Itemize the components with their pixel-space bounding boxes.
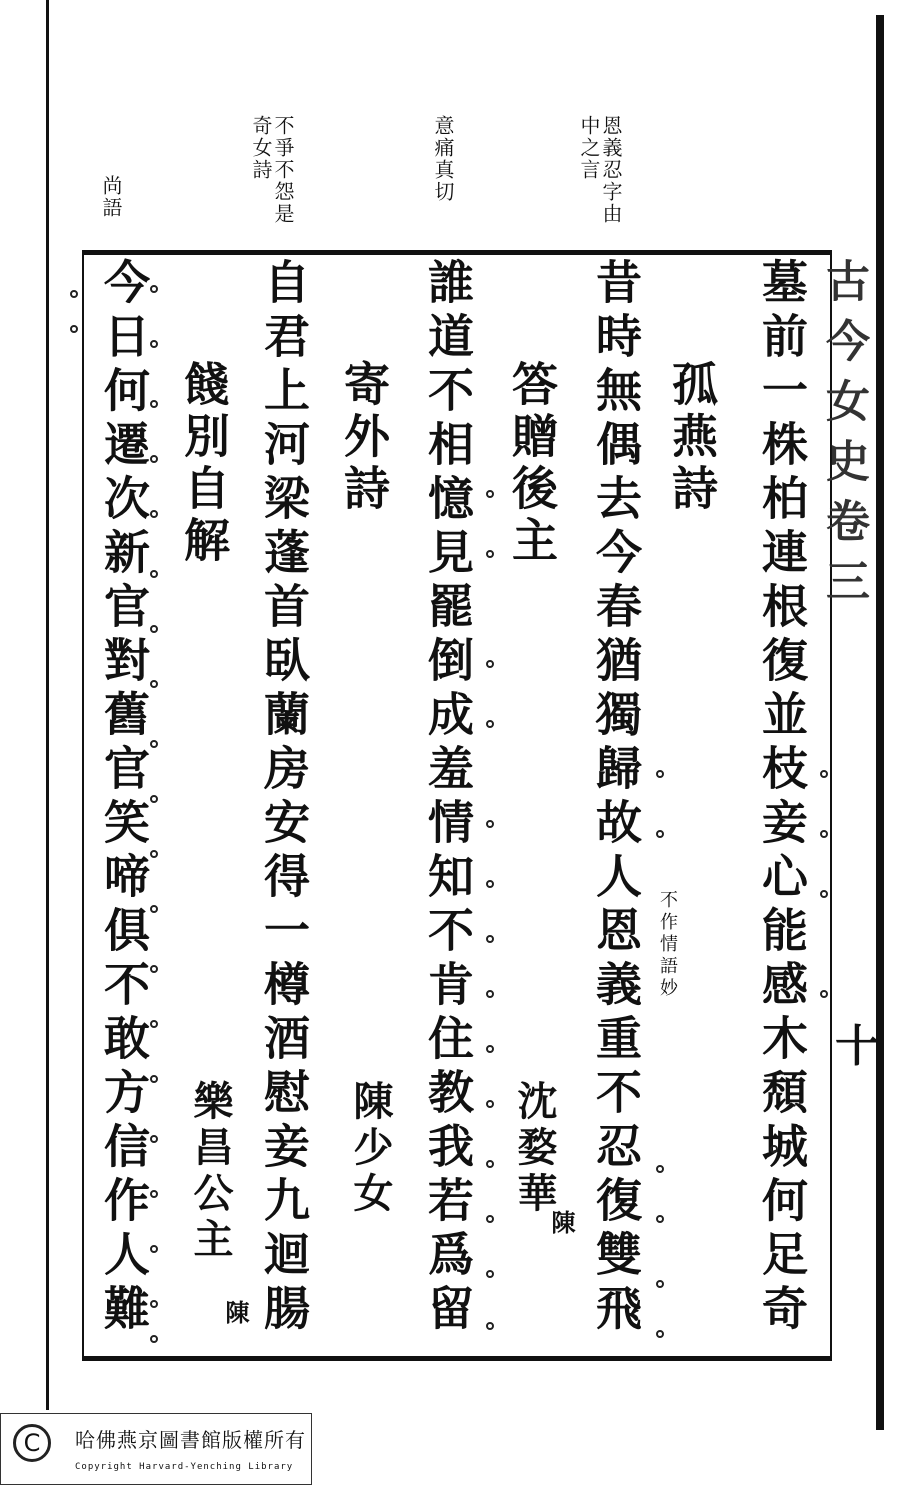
punctuation-circle	[150, 510, 158, 518]
punctuation-circle	[486, 720, 494, 728]
copyright-chinese: 哈佛燕京圖書館版權所有	[75, 1428, 306, 1452]
punctuation-circle	[150, 1245, 158, 1253]
punctuation-circle	[150, 1300, 158, 1308]
punctuation-circle	[486, 990, 494, 998]
punctuation-circle	[486, 1100, 494, 1108]
punctuation-circle	[150, 340, 158, 348]
punctuation-circle	[150, 1190, 158, 1198]
punctuation-circle	[656, 1280, 664, 1288]
punctuation-circle	[150, 965, 158, 973]
right-edge-line	[876, 15, 884, 1430]
punctuation-circle	[150, 400, 158, 408]
punctuation-circle	[486, 820, 494, 828]
punctuation-circle	[150, 680, 158, 688]
top-frame-line	[82, 250, 832, 255]
copyright-icon: C	[13, 1424, 51, 1462]
poem-title-4: 餞別自解	[177, 360, 231, 568]
poem-line-2: 昔時無偶去今春猶獨歸故人恩義重不忍復雙飛	[589, 258, 643, 1338]
punctuation-circle	[150, 1335, 158, 1343]
commentary-3: 不爭不怨是奇女詩	[249, 115, 295, 225]
copyright-stamp	[0, 1413, 312, 1485]
author-3: 樂昌公主	[187, 1080, 234, 1264]
author-3-dynasty: 陳	[221, 1300, 250, 1324]
punctuation-circle	[486, 1045, 494, 1053]
commentary-1: 恩義忍字由中之言	[577, 115, 623, 225]
punctuation-circle	[486, 1322, 494, 1330]
running-header: 古今女史卷三	[818, 258, 869, 618]
punctuation-circle	[150, 850, 158, 858]
punctuation-circle	[820, 830, 828, 838]
punctuation-circle	[656, 1165, 664, 1173]
punctuation-circle	[150, 625, 158, 633]
punctuation-circle	[656, 1215, 664, 1223]
punctuation-circle	[150, 455, 158, 463]
punctuation-circle	[820, 890, 828, 898]
punctuation-circle	[656, 830, 664, 838]
poem-line-4: 自君上河梁蓬首臥蘭房安得一樽酒慰妾九迴腸	[257, 258, 311, 1338]
poem-title-1: 孤燕詩	[665, 360, 719, 516]
poem-line-3: 誰道不相憶見罷倒成羞情知不肯住教我若爲留	[421, 258, 475, 1338]
punctuation-circle	[656, 770, 664, 778]
punctuation-circle	[150, 570, 158, 578]
punctuation-circle	[150, 1135, 158, 1143]
punctuation-circle	[486, 880, 494, 888]
punctuation-circle	[770, 1145, 778, 1153]
punctuation-circle	[486, 1160, 494, 1168]
punctuation-circle	[486, 1215, 494, 1223]
punctuation-circle	[150, 285, 158, 293]
punctuation-circle	[70, 290, 78, 298]
punctuation-circle	[150, 740, 158, 748]
author-1: 沈婺華	[511, 1080, 558, 1218]
punctuation-circle	[486, 490, 494, 498]
poem-title-3: 寄外詩	[337, 360, 391, 516]
punctuation-circle	[70, 325, 78, 333]
author-2: 陳少女	[347, 1080, 394, 1218]
punctuation-circle	[820, 770, 828, 778]
poem-line-1: 墓前一株柏連根復並枝妾心能感木頹城何足奇	[755, 258, 809, 1338]
punctuation-circle	[820, 990, 828, 998]
punctuation-circle	[150, 795, 158, 803]
page-number: 十	[835, 1021, 879, 1072]
punctuation-circle	[486, 550, 494, 558]
author-1-dynasty: 陳	[547, 1210, 576, 1234]
copyright-english: Copyright Harvard-Yenching Library	[75, 1462, 294, 1472]
punctuation-circle	[486, 935, 494, 943]
poem-title-2: 答贈後主	[505, 360, 559, 568]
punctuation-circle	[656, 1330, 664, 1338]
punctuation-circle	[150, 1075, 158, 1083]
left-frame-line	[82, 255, 84, 1360]
commentary-2: 意痛真切	[431, 115, 455, 203]
left-margin-line	[46, 0, 49, 1410]
punctuation-circle	[486, 1270, 494, 1278]
punctuation-circle	[486, 660, 494, 668]
punctuation-circle	[150, 905, 158, 913]
commentary-4: 尚語	[99, 175, 123, 219]
poem-line-5: 今日何遷次新官對舊官笑啼俱不敢方信作人難	[97, 258, 151, 1338]
variant-note: 不作情語妙	[657, 890, 678, 1000]
punctuation-circle	[150, 1020, 158, 1028]
